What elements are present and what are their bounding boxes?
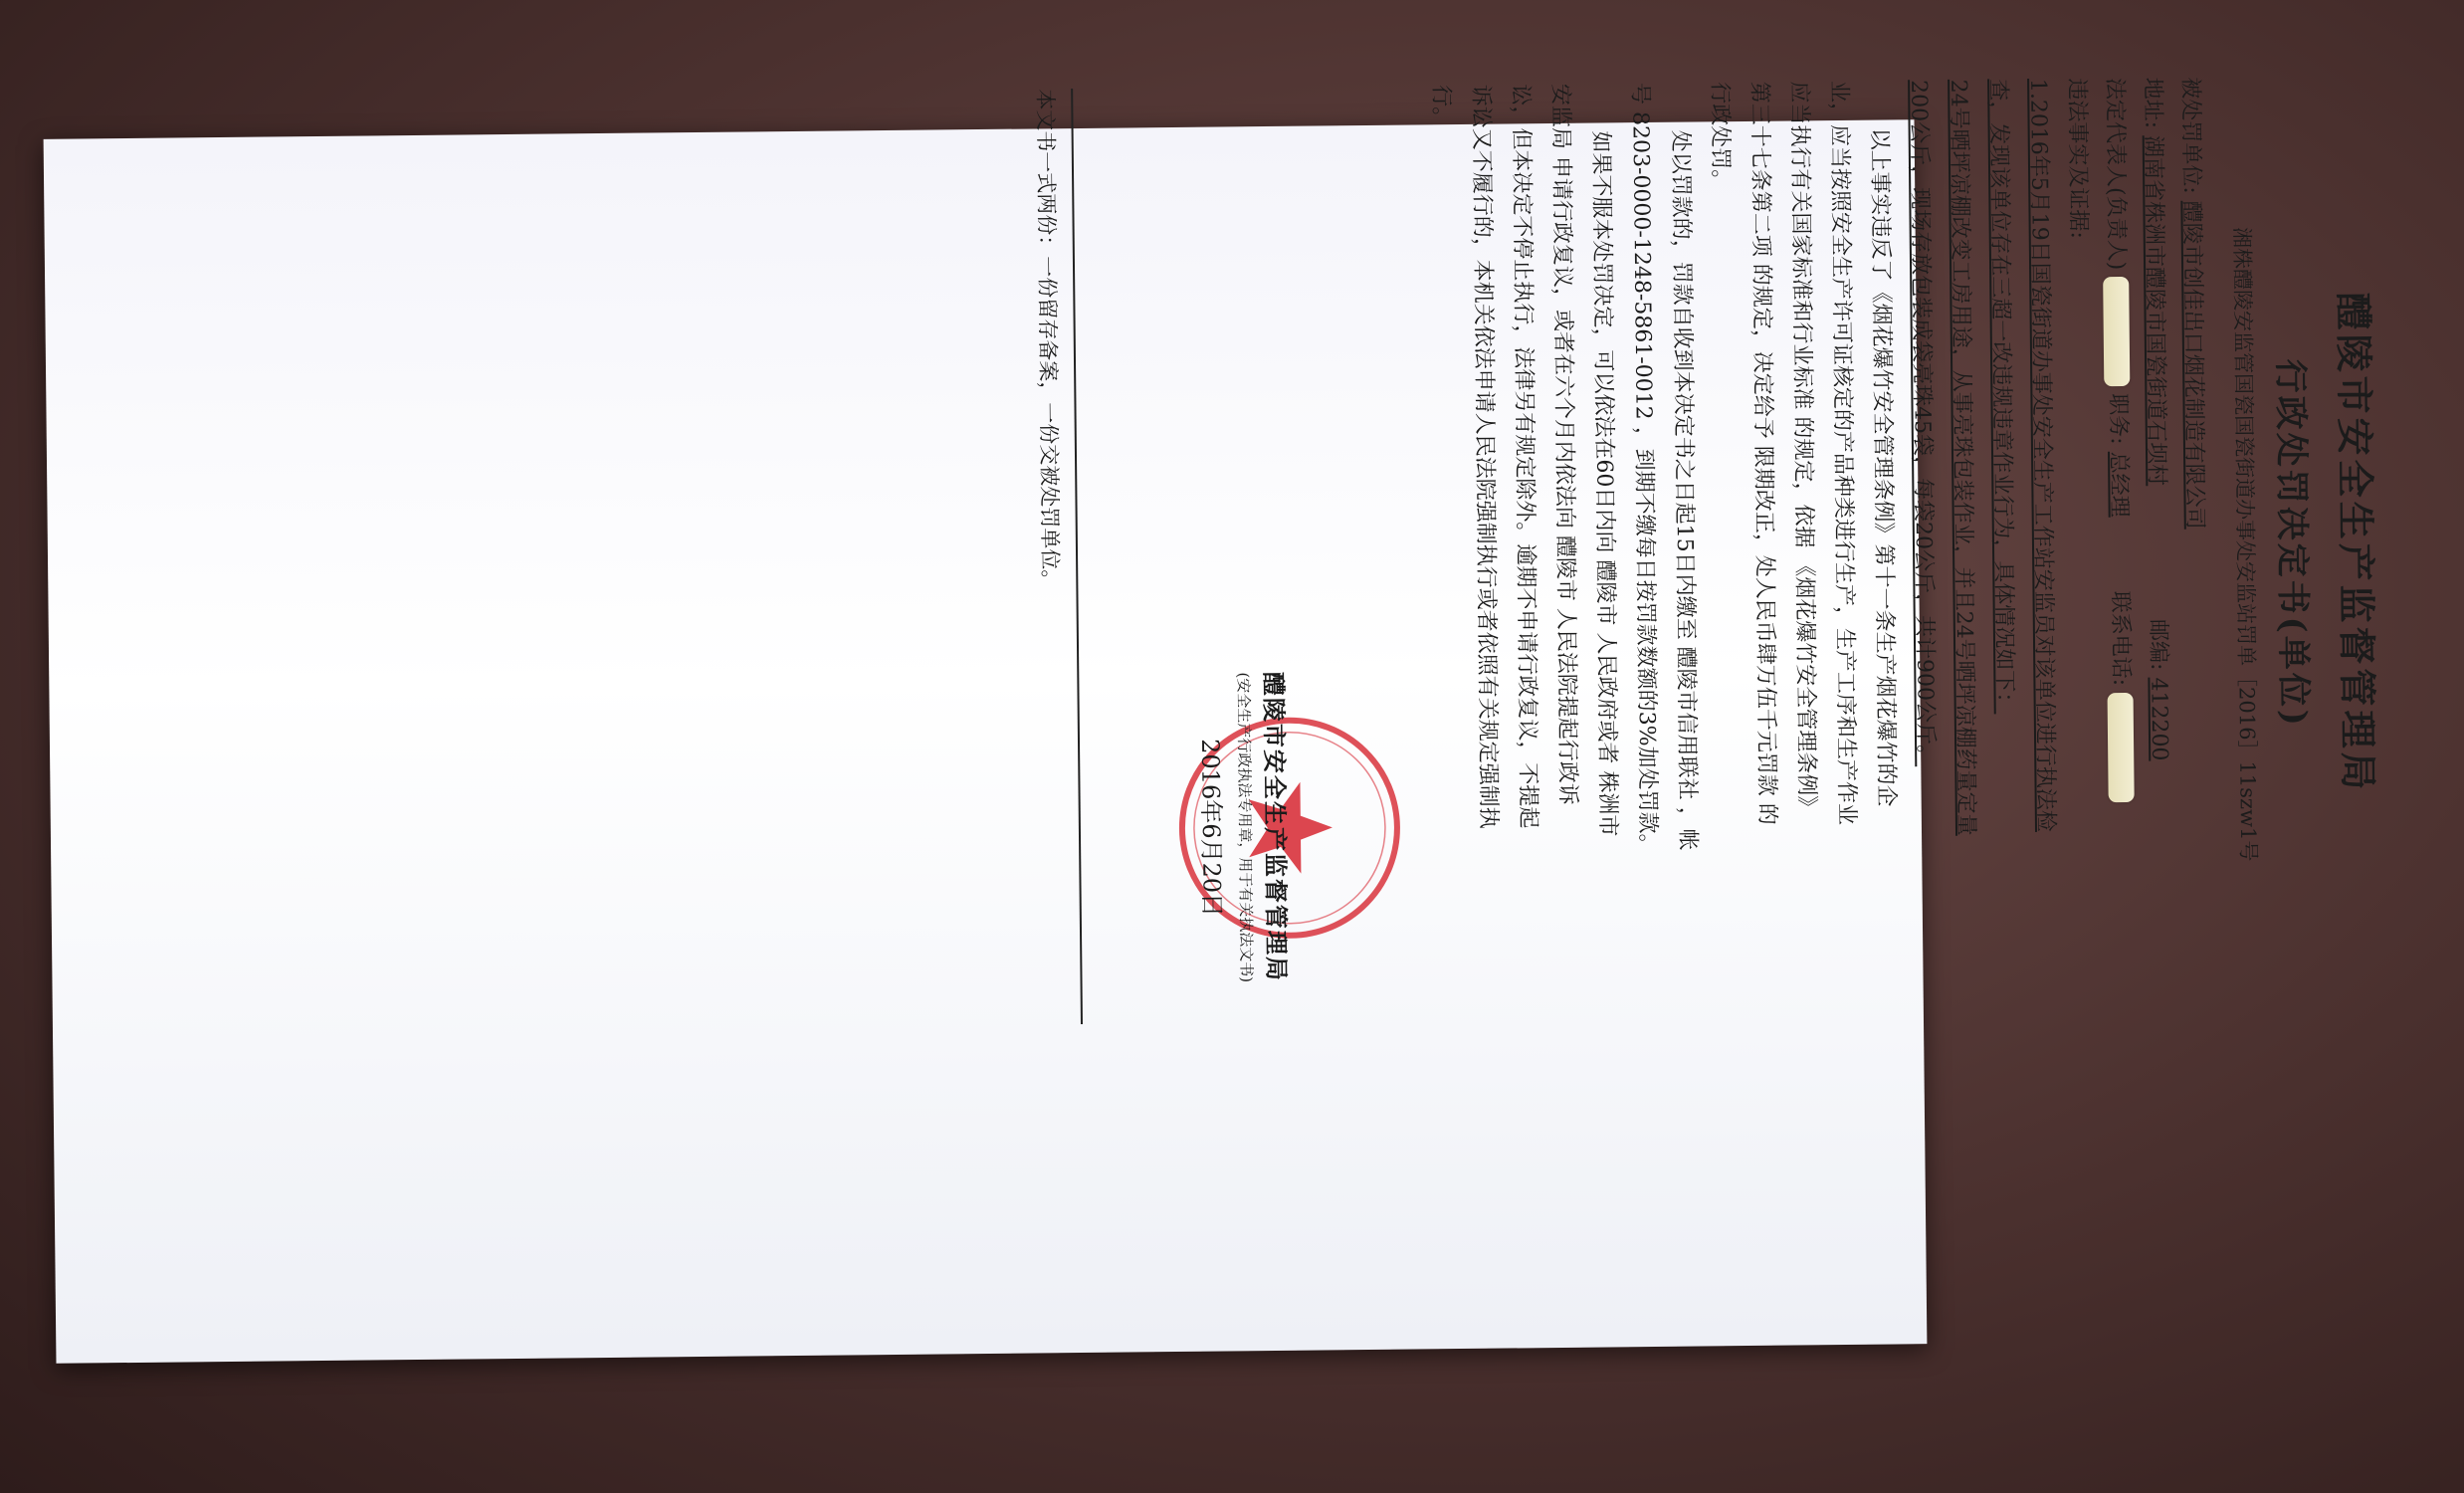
signature-organization: 醴陵市安全生产监督管理局 — [1259, 671, 1292, 983]
appeal-line: 诉讼又不履行的，本机关依法申请人民法院强制执行或者依照有关规定强制执 — [1468, 84, 1501, 829]
redaction-tape — [2108, 693, 2135, 802]
document-content — [997, 5, 2461, 1095]
party-value: 醴陵市创佳出口烟花制造有限公司 — [2178, 200, 2207, 530]
violation-line: 行政处罚。 — [1707, 82, 1734, 192]
document-title: 行政处罚决定书(单位) — [2270, 358, 2314, 730]
postcode-value: 412200 — [2146, 677, 2172, 761]
legal-rep-label: 法定代表人(负责人) — [2102, 77, 2130, 271]
address-value: 湖南省株洲市醴陵市国瓷街道石坝村 — [2140, 134, 2169, 487]
document-number: 湘株醴陵安监管国瓷国瓷街道办事处安监站罚单［2016］11szw1号 — [2229, 226, 2261, 862]
fact-line: 24号晒坪凉棚改变工房用途，从事亮珠包装作业，并且24号晒坪凉棚药量定量 — [1946, 79, 1979, 836]
signature-block — [1194, 672, 1296, 983]
party-label: 被处罚单位: — [2177, 77, 2204, 194]
fact-line: 1.2016年5月19日国瓷街道办事处安全生产工作站安监员对该单位进行执法检 — [2025, 78, 2059, 832]
violation-line: 业，应当按照安全生产许可证核定的产品种类进行生产，生产工序和生产作业 — [1826, 80, 1859, 826]
payment-line: 号 8203-0000-1248-5861-0012 ，到期不缴每日按罚款数额的3%加处罚款。 — [1627, 82, 1661, 856]
appeal-line: 安监局 申请行政复议，或者在六个月内依法向 醴陵市 人民法院提起行政诉 — [1547, 83, 1580, 805]
footer-note: 本文书一式两份：一份留存备案，一份交被处罚单位。 — [1031, 89, 1083, 1024]
postcode-label: 邮编: — [2145, 618, 2171, 671]
violation-line: 第三十七条第二项 的规定，决定给予 限期改正，处人民币肆万伍千元罚款 的 — [1746, 81, 1779, 825]
appeal-line: 讼，但本决定不停止执行，法律另有规定除外。逾期不申请行政复议，不提起 — [1508, 84, 1540, 829]
signature-date: 2016年6月20日 — [1195, 739, 1226, 918]
fact-line: 查，发现该单位存在三超一改违规违章作业行为，具体情况如下： — [1985, 79, 2017, 715]
violation-line: 以上事实违反了《烟花爆竹安全管理条例》第十一条生产烟花爆竹的企 — [1866, 127, 1899, 807]
agency-name: 醴陵市安全生产监督管理局 — [2331, 292, 2381, 794]
signature-note: (安全生产行政执法专用章，用于有关执法文书) — [1234, 672, 1256, 983]
position-label: 职务: — [2105, 393, 2131, 445]
phone-label: 联系电话: — [2107, 590, 2134, 687]
facts-label: 违法事实及证据: — [2064, 78, 2091, 240]
redaction-tape — [2103, 277, 2130, 386]
violation-line: 应当执行有关国家标准和行业标准 的规定，依据 《烟花爆竹安全管理条例》 — [1786, 81, 1819, 818]
position-value: 总经理 — [2106, 451, 2132, 518]
address-label: 地址: — [2140, 77, 2165, 129]
appeal-line: 如果不服本处罚决定，可以依法在60日内向 醴陵市 人民政府或者 株洲市 — [1587, 130, 1621, 837]
document-paper — [44, 77, 2381, 1364]
payment-line: 处以罚款的，罚款自收到本决定书之日起15日内缴至 醴陵市信用联社 ，帐 — [1667, 129, 1701, 851]
appeal-line: 行。 — [1428, 85, 1454, 129]
fact-line: 200公斤，现场存放包装成袋亮珠45袋，每袋20公斤，共计900公斤。 — [1906, 80, 1939, 767]
